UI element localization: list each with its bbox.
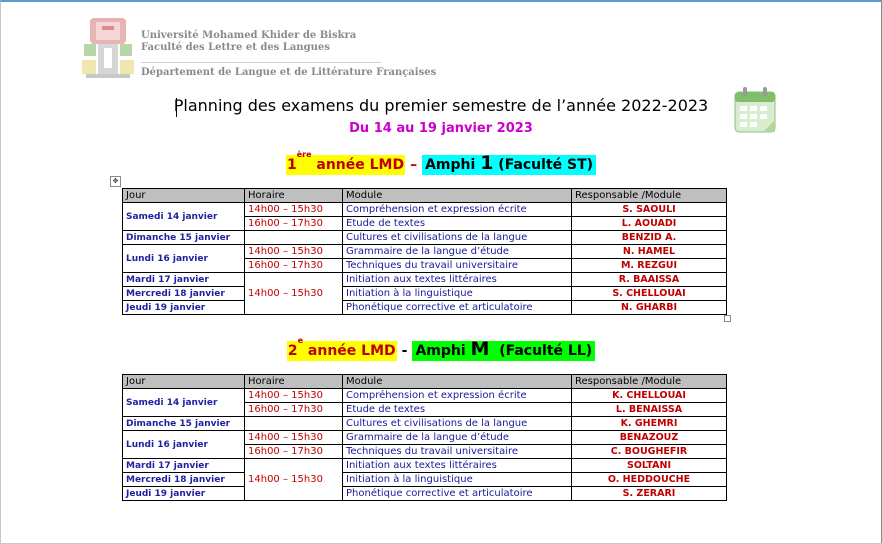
day-cell: Mardi 17 janvier <box>123 273 245 287</box>
day-cell: Jeudi 19 janvier <box>123 301 245 315</box>
table-row <box>123 203 727 217</box>
col-header-responsable: Responsable /Module <box>572 189 727 203</box>
responsable-cell: R. BAAISSA <box>572 273 727 287</box>
section1-separator: – <box>410 157 418 173</box>
col-header-jour: Jour <box>123 375 245 389</box>
module-cell: Initiation à la linguistique <box>343 287 572 301</box>
section1-year <box>286 150 405 175</box>
university-logo <box>80 14 136 80</box>
module-cell: Techniques du travail universitaire <box>343 445 572 459</box>
day-cell: Mercredi 18 janvier <box>123 473 245 487</box>
table-header-row <box>123 375 727 389</box>
responsable-cell: S. SAOULI <box>572 203 727 217</box>
section1-amphi-id: 1 <box>480 152 494 174</box>
module-cell: Initiation à la linguistique <box>343 473 572 487</box>
time-cell: 14h00 – 15h30 <box>245 431 343 445</box>
table-row <box>123 301 727 315</box>
table-row <box>123 231 727 245</box>
day-cell: Mercredi 18 janvier <box>123 287 245 301</box>
table-row <box>123 459 727 473</box>
university-name: Université Mohamed Khider de Biskra <box>141 30 357 41</box>
responsable-cell: SOLTANI <box>572 459 727 473</box>
table-row <box>123 417 727 431</box>
schedule-table-1 <box>122 188 727 315</box>
section2-year <box>287 336 397 361</box>
table-move-icon[interactable]: ✥ <box>110 176 121 187</box>
section2-amphi-place: (Faculté LL) <box>489 343 593 359</box>
table-header-row <box>123 189 727 203</box>
section2-separator: - <box>401 343 408 359</box>
section1-year-rest: année LMD <box>311 157 405 173</box>
section1-amphi-place: (Faculté ST) <box>493 157 594 173</box>
table-row <box>123 273 727 287</box>
time-cell: 14h00 – 15h30 <box>245 273 343 315</box>
university-name-block <box>141 30 356 54</box>
day-cell: Jeudi 19 janvier <box>123 487 245 501</box>
table-row <box>123 487 727 501</box>
department-name: Département de Langue et de Littérature Françaises <box>141 67 437 78</box>
table-resize-handle[interactable] <box>724 315 731 322</box>
module-cell: Compréhension et expression écrite <box>343 389 572 403</box>
module-cell: Cultures et civilisations de la langue <box>343 231 572 245</box>
day-cell: Lundi 16 janvier <box>123 431 245 459</box>
module-cell: Etude de textes <box>343 217 572 231</box>
module-cell: Initiation aux textes littéraires <box>343 273 572 287</box>
section2-year-rest: année LMD <box>303 343 396 359</box>
table-row <box>123 389 727 403</box>
responsable-cell: L. BENAISSA <box>572 403 727 417</box>
faculty-name: Faculté des Lettre et des Langues <box>141 42 330 53</box>
time-cell: 16h00 – 17h30 <box>245 403 343 417</box>
section1-year-num: 1 <box>286 157 297 173</box>
col-header-horaire: Horaire <box>245 375 343 389</box>
section1-year-sup: ère <box>296 150 312 159</box>
responsable-cell: L. AOUADI <box>572 217 727 231</box>
module-cell: Initiation aux textes littéraires <box>343 459 572 473</box>
section2-amphi <box>412 338 595 361</box>
col-header-jour: Jour <box>123 189 245 203</box>
day-cell: Dimanche 15 janvier <box>123 417 245 431</box>
schedule-table-2 <box>122 374 727 501</box>
table-row <box>123 245 727 259</box>
col-header-horaire: Horaire <box>245 189 343 203</box>
module-cell: Etude de textes <box>343 403 572 417</box>
responsable-cell: N. HAMEL <box>572 245 727 259</box>
time-cell: 16h00 – 17h30 <box>245 445 343 459</box>
time-cell: 14h00 – 15h30 <box>245 245 343 259</box>
section1-heading <box>0 152 882 174</box>
section1-amphi <box>422 152 596 175</box>
responsable-cell: S. CHELLOUAI <box>572 287 727 301</box>
day-cell: Samedi 14 janvier <box>123 389 245 417</box>
exam-dates: Du 14 au 19 janvier 2023 <box>349 121 533 136</box>
responsable-cell: BENAZOUZ <box>572 431 727 445</box>
section1-amphi-label: Amphi <box>425 157 481 173</box>
table-row <box>123 287 727 301</box>
responsable-cell: K. CHELLOUAI <box>572 389 727 403</box>
col-header-responsable: Responsable /Module <box>572 375 727 389</box>
col-header-module: Module <box>343 375 572 389</box>
day-cell: Lundi 16 janvier <box>123 245 245 273</box>
section2-heading <box>0 338 882 360</box>
responsable-cell: BENZID A. <box>572 231 727 245</box>
col-header-module: Module <box>343 189 572 203</box>
module-cell: Compréhension et expression écrite <box>343 203 572 217</box>
time-cell: 14h00 – 15h30 <box>245 459 343 501</box>
table-row <box>123 431 727 445</box>
module-cell: Phonétique corrective et articulatoire <box>343 487 572 501</box>
time-cell: 16h00 – 17h30 <box>245 217 343 231</box>
module-cell: Phonétique corrective et articulatoire <box>343 301 572 315</box>
section2-year-sup: e <box>297 336 304 345</box>
responsable-cell: N. GHARBI <box>572 301 727 315</box>
section2-amphi-id: M <box>470 338 490 360</box>
section2-year-num: 2 <box>287 343 298 359</box>
day-cell: Samedi 14 janvier <box>123 203 245 231</box>
time-cell: 14h00 – 15h30 <box>245 203 343 217</box>
time-cell <box>245 417 343 431</box>
day-cell: Mardi 17 janvier <box>123 459 245 473</box>
time-cell <box>245 231 343 245</box>
responsable-cell: M. REZGUI <box>572 259 727 273</box>
responsable-cell: K. GHEMRI <box>572 417 727 431</box>
responsable-cell: S. ZERARI <box>572 487 727 501</box>
module-cell: Cultures et civilisations de la langue <box>343 417 572 431</box>
table-row <box>123 473 727 487</box>
module-cell: Grammaire de la langue d’étude <box>343 245 572 259</box>
section2-amphi-label: Amphi <box>415 343 471 359</box>
header-divider <box>141 62 381 63</box>
module-cell: Techniques du travail universitaire <box>343 259 572 273</box>
day-cell: Dimanche 15 janvier <box>123 231 245 245</box>
responsable-cell: O. HEDDOUCHE <box>572 473 727 487</box>
page-title: Planning des examens du premier semestre de l’année 2022-2023 <box>173 96 709 115</box>
time-cell: 14h00 – 15h30 <box>245 389 343 403</box>
responsable-cell: C. BOUGHEFIR <box>572 445 727 459</box>
module-cell: Grammaire de la langue d’étude <box>343 431 572 445</box>
time-cell: 16h00 – 17h30 <box>245 259 343 273</box>
